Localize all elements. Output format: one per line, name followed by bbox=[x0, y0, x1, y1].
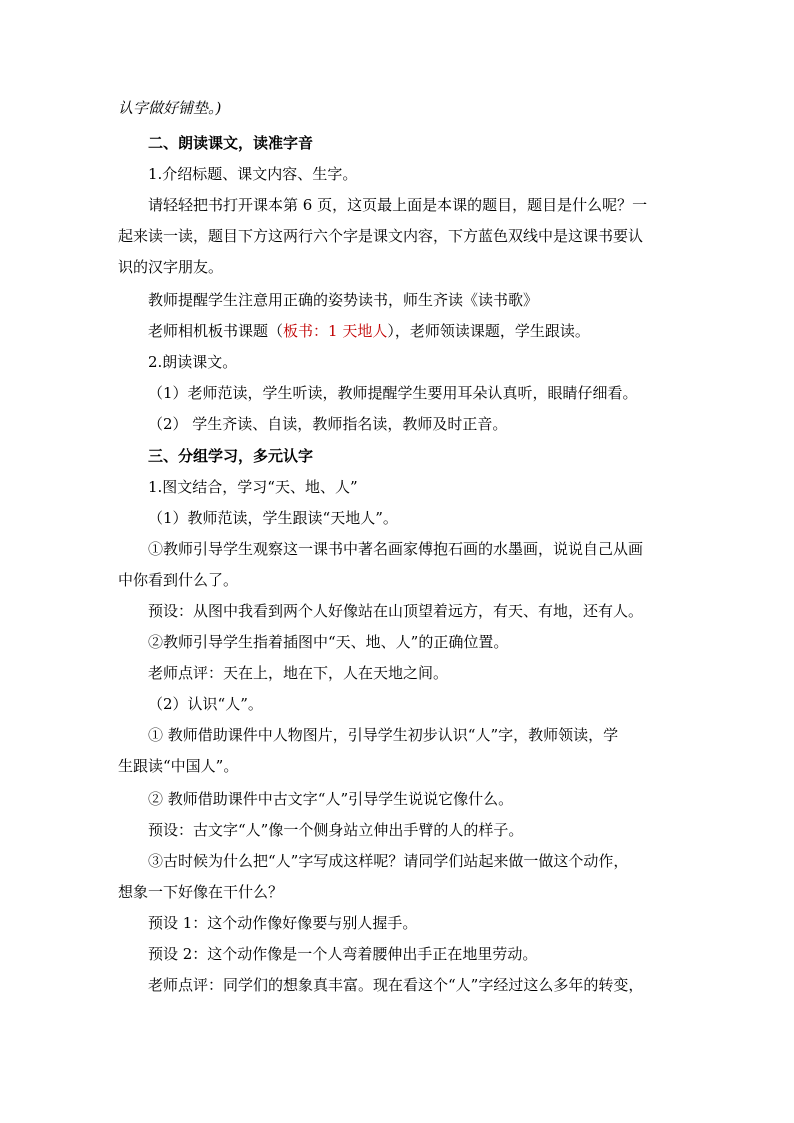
text-line-16: 中你看到什么了。 bbox=[118, 571, 239, 589]
text-line-19: 老师点评：天在上，地在下，人在天地之间。 bbox=[148, 664, 449, 682]
board-title: 板书：1 天地人 bbox=[283, 322, 388, 340]
text-line-26: 想象一下好像在干什么？ bbox=[118, 883, 284, 901]
text-line-21: ① 教师借助课件中人物图片，引导学生初步认识“人”字，教师领读，学 bbox=[148, 726, 619, 744]
text-line-24: 预设：古文字“人”像一个侧身站立伸出手臂的人的样子。 bbox=[148, 821, 524, 839]
text-line-3: 1.介绍标题、课文内容、生字。 bbox=[148, 165, 358, 183]
text-line-4: 请轻轻把书打开课本第 6 页，这页最上面是本课的题目，题目是什么呢？一 bbox=[148, 196, 648, 214]
text-line-1: 认字做好铺垫。) bbox=[118, 99, 222, 117]
text-line-27: 预设 1：这个动作像好像要与别人握手。 bbox=[148, 914, 418, 932]
text-line-8-a: 老师相机板书课题（ bbox=[148, 322, 284, 340]
text-line-13: 1.图文结合，学习“天、地、人” bbox=[148, 478, 358, 496]
text-line-6: 识的汉字朋友。 bbox=[118, 258, 224, 276]
text-line-28: 预设 2：这个动作像是一个人弯着腰伸出手正在地里劳动。 bbox=[148, 945, 538, 963]
text-line-23: ② 教师借助课件中古文字“人”引导学生说说它像什么。 bbox=[148, 790, 514, 808]
text-line-9: 2.朗读课文。 bbox=[148, 353, 238, 371]
section-heading-3: 三、分组学习，多元认字 bbox=[148, 447, 314, 465]
text-line-5: 起来读一读，题目下方这两行六个字是课文内容，下方蓝色双线中是这课书要认 bbox=[118, 227, 644, 245]
text-line-25: ③古时候为什么把“人”字写成这样呢？请同学们站起来做一做这个动作， bbox=[148, 852, 629, 870]
text-line-10: （1）老师范读，学生听读，教师提醒学生要用耳朵认真听，眼睛仔细看。 bbox=[148, 384, 638, 402]
text-line-22: 生跟读“中国人”。 bbox=[118, 757, 239, 775]
text-line-8 bbox=[148, 321, 708, 341]
text-line-7: 教师提醒学生注意用正确的姿势读书，师生齐读《读书歌》 bbox=[148, 291, 539, 309]
text-line-18: ②教师引导学生指着插图中“天、地、人”的正确位置。 bbox=[148, 633, 509, 651]
text-line-14: （1）教师范读，学生跟读“天地人”。 bbox=[148, 509, 398, 527]
text-line-15: ①教师引导学生观察这一课书中著名画家傅抱石画的水墨画，说说自己从画 bbox=[148, 540, 644, 558]
text-line-17: 预设：从图中我看到两个人好像站在山顶望着远方，有天、有地，还有人。 bbox=[148, 602, 644, 620]
section-heading-2: 二、朗读课文，读准字音 bbox=[148, 134, 314, 152]
text-line-8-b: ），老师领读课题，学生跟读。 bbox=[387, 322, 590, 340]
text-line-29: 老师点评：同学们的想象真丰富。现在看这个“人”字经过这么多年的转变， bbox=[148, 976, 644, 994]
text-line-20: （2）认识“人”。 bbox=[148, 695, 263, 713]
text-line-11: （2） 学生齐读、自读，教师指名读，教师及时正音。 bbox=[148, 415, 508, 433]
